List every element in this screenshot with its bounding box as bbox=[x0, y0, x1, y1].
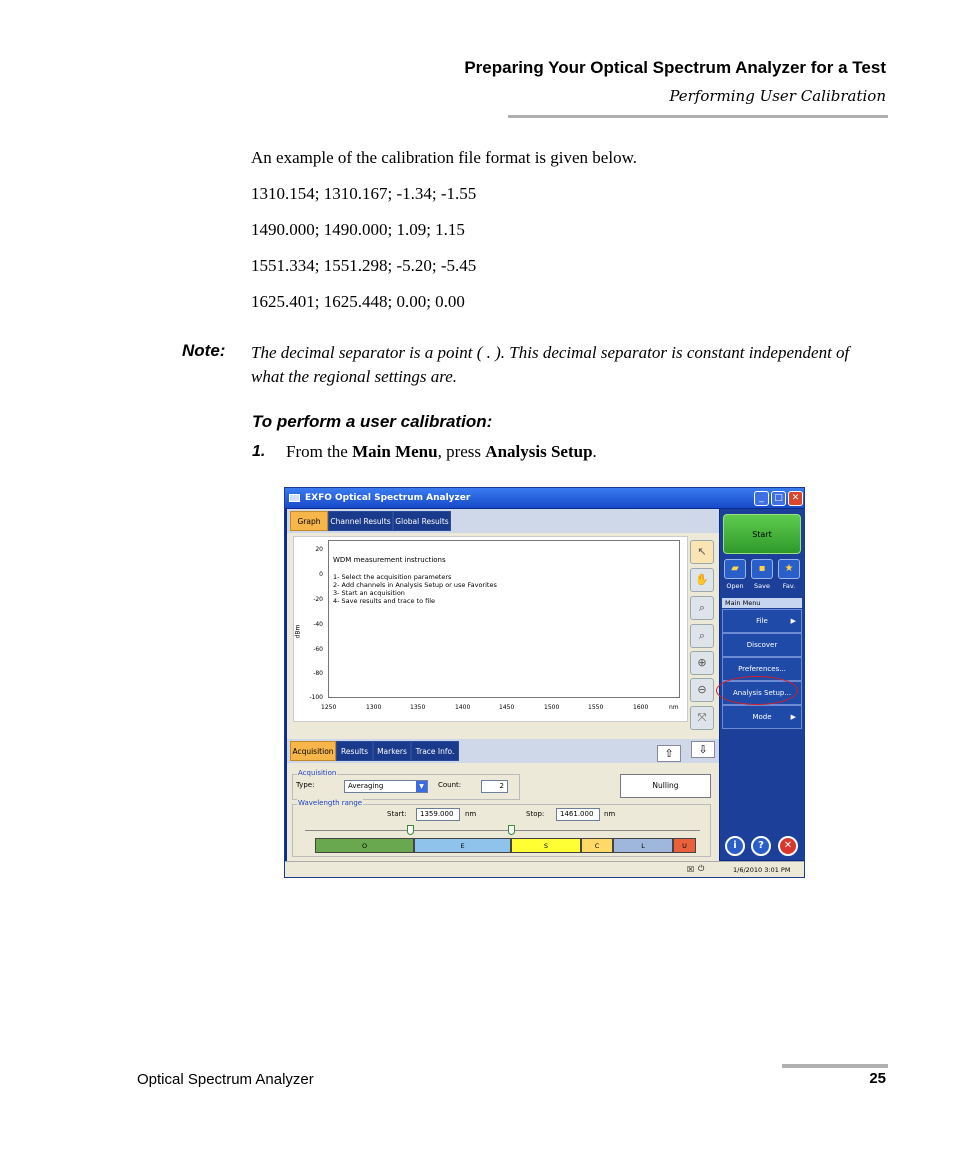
procedure-title: To perform a user calibration: bbox=[252, 412, 493, 431]
minimize-icon[interactable]: _ bbox=[754, 491, 769, 506]
save-label: Save bbox=[754, 582, 770, 590]
nulling-button[interactable]: Nulling bbox=[620, 774, 711, 798]
band-c: C bbox=[581, 838, 613, 853]
x-tick-label: 1300 bbox=[366, 704, 382, 711]
chevron-down-icon: ▼ bbox=[416, 781, 427, 792]
favorite-star-icon[interactable]: ★ bbox=[778, 559, 800, 579]
x-tick-label: 1450 bbox=[499, 704, 515, 711]
calibration-line: 1551.334; 1551.298; -5.20; -5.45 bbox=[251, 256, 477, 275]
acquisition-group-title: Acquisition bbox=[298, 769, 337, 777]
count-label: Count: bbox=[438, 781, 462, 789]
y-tick-label: -40 bbox=[313, 621, 323, 628]
type-select[interactable]: Averaging ▼ bbox=[344, 780, 428, 793]
tab-channel-results[interactable]: Channel Results bbox=[328, 511, 393, 531]
exit-icon[interactable]: ✕ bbox=[778, 836, 798, 856]
y-tick-label: -60 bbox=[313, 646, 323, 653]
header-rule bbox=[508, 115, 888, 118]
x-tick-label: 1500 bbox=[544, 704, 560, 711]
info-icon[interactable]: i bbox=[725, 836, 745, 856]
main-menu-header: Main Menu bbox=[722, 598, 802, 608]
zoom-area-icon[interactable]: ⌕ bbox=[690, 596, 714, 620]
y-tick-label: -20 bbox=[313, 596, 323, 603]
band-l: L bbox=[613, 838, 673, 853]
highlight-circle bbox=[716, 676, 798, 705]
step-number: 1. bbox=[252, 443, 266, 460]
tab-acquisition[interactable]: Acquisition bbox=[290, 741, 336, 761]
start-unit: nm bbox=[465, 810, 477, 818]
close-icon[interactable]: ✕ bbox=[788, 491, 803, 506]
instructions-title: WDM measurement instructions bbox=[333, 556, 446, 564]
intro-paragraph: An example of the calibration file format is given below. bbox=[251, 148, 637, 167]
calibration-line: 1490.000; 1490.000; 1.09; 1.15 bbox=[251, 220, 465, 239]
x-tick-label: 1600 bbox=[633, 704, 649, 711]
page-header-subtitle: Performing User Calibration bbox=[669, 87, 886, 105]
network-tray-icon: ☒ bbox=[687, 865, 695, 874]
help-icon[interactable]: ? bbox=[751, 836, 771, 856]
start-field-label: Start: bbox=[387, 810, 407, 818]
band-e: E bbox=[414, 838, 511, 853]
tab-graph[interactable]: Graph bbox=[290, 511, 328, 531]
tab-global-results[interactable]: Global Results bbox=[393, 511, 451, 531]
stop-field-label: Stop: bbox=[526, 810, 545, 818]
status-bar bbox=[285, 861, 804, 877]
menu-item-analysis-setup[interactable]: Analysis Setup... bbox=[722, 681, 802, 705]
menu-item-discover[interactable]: Discover bbox=[722, 633, 802, 657]
pan-hand-icon[interactable]: ✋ bbox=[690, 568, 714, 592]
stop-unit: nm bbox=[604, 810, 616, 818]
y-tick-label: 20 bbox=[315, 546, 323, 553]
tab-results[interactable]: Results bbox=[336, 741, 373, 761]
app-icon bbox=[289, 494, 300, 502]
x-tick-label: 1400 bbox=[455, 704, 471, 711]
zoom-select-icon[interactable]: ⌕ bbox=[690, 624, 714, 648]
y-tick-label: -100 bbox=[309, 694, 323, 701]
zoom-out-icon[interactable]: ⊖ bbox=[690, 678, 714, 702]
menu-item-preferences[interactable]: Preferences... bbox=[722, 657, 802, 681]
maximize-icon[interactable]: □ bbox=[771, 491, 786, 506]
wavelength-range-title: Wavelength range bbox=[298, 799, 363, 807]
zoom-in-icon[interactable]: ⊕ bbox=[690, 651, 714, 675]
band-u: U bbox=[673, 838, 696, 853]
band-o: O bbox=[315, 838, 414, 853]
y-tick-label: 0 bbox=[319, 571, 323, 578]
y-tick-label: -80 bbox=[313, 670, 323, 677]
stop-wavelength-field[interactable]: 1461.000 bbox=[556, 808, 600, 821]
count-field[interactable]: 2 bbox=[481, 780, 508, 793]
step-text: From the Main Menu, press Analysis Setup. bbox=[286, 442, 597, 461]
calibration-line: 1625.401; 1625.448; 0.00; 0.00 bbox=[251, 292, 465, 311]
menu-item-file[interactable]: File ▶ bbox=[722, 609, 802, 633]
window-title-bar: EXFO Optical Spectrum Analyzer bbox=[285, 488, 804, 508]
fav-label: Fav. bbox=[782, 582, 796, 590]
status-datetime: 1/6/2010 3:01 PM bbox=[733, 866, 791, 874]
footer-product-name: Optical Spectrum Analyzer bbox=[137, 1071, 314, 1088]
x-tick-label: 1550 bbox=[588, 704, 604, 711]
application-screenshot bbox=[284, 487, 805, 878]
footer-rule bbox=[782, 1064, 888, 1068]
start-button[interactable]: Start bbox=[723, 514, 801, 554]
save-disk-icon[interactable]: ▪ bbox=[751, 559, 773, 579]
instruction-line: 1- Select the acquisition parameters bbox=[333, 573, 452, 581]
page-header-title: Preparing Your Optical Spectrum Analyzer for a Test bbox=[464, 58, 886, 77]
tab-markers[interactable]: Markers bbox=[373, 741, 411, 761]
open-folder-icon[interactable]: ▰ bbox=[724, 559, 746, 579]
type-label: Type: bbox=[296, 781, 315, 789]
instruction-line: 4- Save results and trace to file bbox=[333, 597, 436, 605]
x-tick-label: 1350 bbox=[410, 704, 426, 711]
tab-trace-info[interactable]: Trace Info. bbox=[411, 741, 459, 761]
calibration-line: 1310.154; 1310.167; -1.34; -1.55 bbox=[251, 184, 477, 203]
chevron-right-icon: ▶ bbox=[790, 713, 796, 721]
menu-item-mode[interactable]: Mode ▶ bbox=[722, 705, 802, 729]
range-slider-track[interactable] bbox=[305, 830, 700, 831]
range-start-handle[interactable] bbox=[407, 825, 414, 835]
arrow-down-icon[interactable]: ⇩ bbox=[691, 741, 715, 758]
page-number: 25 bbox=[869, 1070, 886, 1087]
x-unit-label: nm bbox=[669, 704, 679, 711]
band-s: S bbox=[511, 838, 581, 853]
chevron-right-icon: ▶ bbox=[790, 617, 796, 625]
instruction-line: 3- Start an acquisition bbox=[333, 589, 405, 597]
note-text: The decimal separator is a point ( . ). This decimal separator is constant independent of what the regional settings are. bbox=[251, 343, 850, 386]
fit-view-icon[interactable]: ⤧ bbox=[690, 706, 714, 730]
open-label: Open bbox=[726, 582, 744, 590]
y-axis-label: dBm bbox=[294, 624, 302, 639]
note-label: Note: bbox=[182, 341, 226, 360]
arrow-up-icon[interactable]: ⇧ bbox=[657, 745, 681, 762]
pointer-icon[interactable]: ↖ bbox=[690, 540, 714, 564]
x-tick-label: 1250 bbox=[321, 704, 337, 711]
instruction-line: 2- Add channels in Analysis Setup or use Favorites bbox=[333, 581, 497, 589]
start-wavelength-field[interactable]: 1359.000 bbox=[416, 808, 460, 821]
range-stop-handle[interactable] bbox=[508, 825, 515, 835]
power-tray-icon: ⏻ bbox=[698, 864, 705, 873]
